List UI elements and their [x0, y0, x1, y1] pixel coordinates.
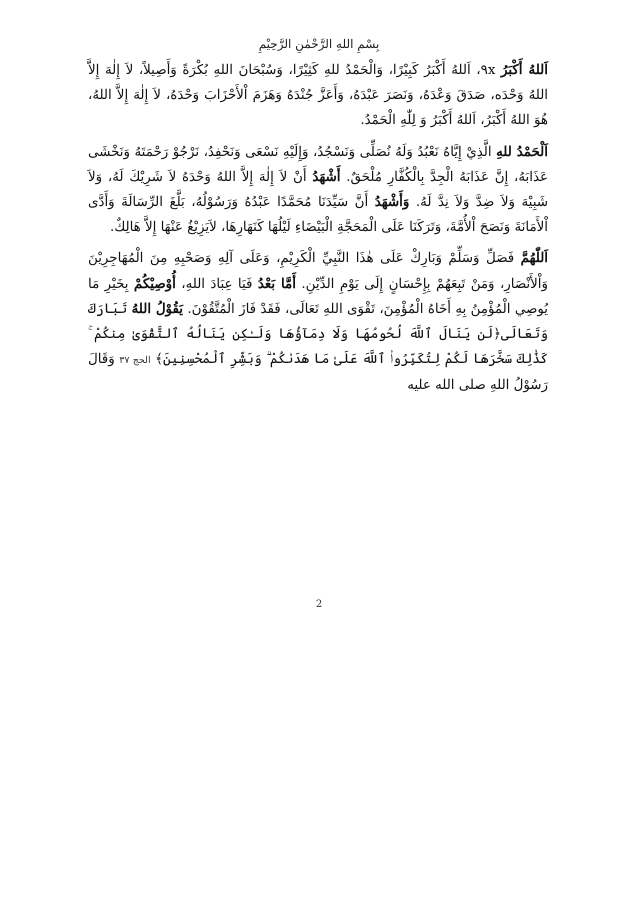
basmala-header: بِسْمِ اللهِ الرَّحْمٰنِ الرَّحِيْمِ [258, 37, 380, 51]
salawat-text: فَصَلِّ وَسَلِّمْ وَبَارِكْ عَلَى هٰذَا النَّبِيِّ الْكَرِيْمِ، وَعَلَى آلِهِ وَصَحْبِهِ مِنَ الْمُهَاجِرِيْنَ وَاْلأَنْصَارِ، وَمَنْ تَبِعَهُمْ بِإِحْسَانٍ إِلَى يَوْمِ الدِّيْنِ. [88, 251, 548, 292]
takbir-count: ۹x، [476, 63, 496, 78]
yaqulu-text: تَبَارَكَ وَتَعَالَى [88, 301, 548, 343]
verse-reference: الحج ۳۷ [119, 355, 151, 367]
hamd-paragraph [88, 140, 548, 241]
wasiyya-heading: أُوْصِيْكُمْ [133, 275, 176, 292]
yaqulu-heading: يَقُوْلُ اللهُ [131, 300, 183, 317]
sermon-body [88, 58, 548, 399]
salawat-paragraph [88, 246, 548, 398]
takbir-heading: اَللهُ أَكْبَرُ [501, 62, 548, 78]
hamd-heading: اَلْحَمْدُ للهِ [496, 143, 548, 160]
hamd-text: الَّذِيْ إِيَّاهُ نَعْبُدُ وَلَهُ نُصَلِّى وَنَسْجُدُ، وَإِلَيْهِ نَسْعَى وَنَحْفِدُ، نَرْجُوْ رَحْمَتَهُ وَنَخْشَى عَذَابَهُ، إِنَّ عَذَابَهُ الْجِدَّ بِالْكُفَّارِ مُلْحَقٌ. [88, 144, 548, 185]
page-number: 2 [315, 599, 323, 610]
takbir-text: اَللهُ أَكْبَرُ كَبِيْرًا، وَالْحَمْدُ للهِ كَثِيْرًا، وَسُبْحَانَ اللهِ بُكْرَةً وَأَصِيلاً، لاَ إِلٰهَ إِلاَّ اللهُ وَحْدَه، صَدَقَ وَعْدَهُ، وَنَصَرَ عَبْدَهُ، وَأَعَزَّ جُنْدَهُ وَهَزَمَ اْلأَحْزَابَ وَحْدَهُ، لاَ إِلٰهَ إِلاَّ اللهُ، هُوَ اللهُ أَكْبَرُ، اَللهُ أَكْبَرُ وَ لِلّٰهِ الْحَمْدُ. [88, 63, 548, 129]
address-text: فَيَا عِبَادَ اللهِ، [181, 276, 253, 292]
takbir-paragraph [88, 58, 548, 134]
shahada-heading-2: وَأَشْهَدُ [374, 194, 410, 211]
shahada-heading-1: أَشْهَدُ [312, 168, 341, 185]
hadith-intro-text: وَقَالَ رَسُوْلُ اللهِ صلى الله عليه [88, 352, 548, 394]
shahada-text-2: أَنَّ سَيِّدَنَا مُحَمَّدًا عَبْدُهُ وَرَسُوْلُهُ، بَلَّغَ الرِّسَالَةَ وَأَدَّى اْلأَمَانَةَ وَنَصَحَ اْلأُمَّةَ، وَتَرَكَنَا عَلَى الْمَحَجَّةِ الْبَيْضَاءِ لَيْلُهَا كَنَهَارِهَا، لاَيَزِيْغُ عَنْهَا إِلاَّ هَالِكٌ. [88, 195, 548, 236]
shahada-text-1: أَنْ لاَ إِلٰهَ إِلاَّ اللهُ وَحْدَهُ لاَ شَرِيْكَ لَهُ، وَلاَ شَبِيْهَ وَلاَ ضِدَّ وَلاَ نِدَّ لَهُ. [88, 169, 548, 211]
quran-verse: ﴿لَن يَنَالَ ٱللَّهَ لُحُومُهَا وَلَا دِمَآؤُهَا وَلَـٰكِن يَنَالُهُ ٱلتَّقْوَىٰ مِنكُمْ ۚ كَذَٰلِكَ سَخَّرَهَا لَكُمْ لِتُكَبِّرُوا۟ ٱللَّهَ عَلَىٰ مَا هَدَىٰكُمْ ۗ وَبَشِّرِ ٱلْمُحْسِنِينَ﴾ [88, 327, 548, 368]
salawat-heading: اَللّٰهُمَّ [520, 250, 548, 267]
amma-bad-heading: أَمَّا بَعْدُ [257, 275, 296, 292]
wasiyya-text: بِخَيْرِ مَا يُوصِي الْمُؤْمِنُ بِهِ أَخَاهُ الْمُؤْمِنَ، تَقْوَى اللهِ تَعَالَى، فَقَدْ فَازَ الْمُتَّقُوْنَ. [88, 276, 548, 317]
